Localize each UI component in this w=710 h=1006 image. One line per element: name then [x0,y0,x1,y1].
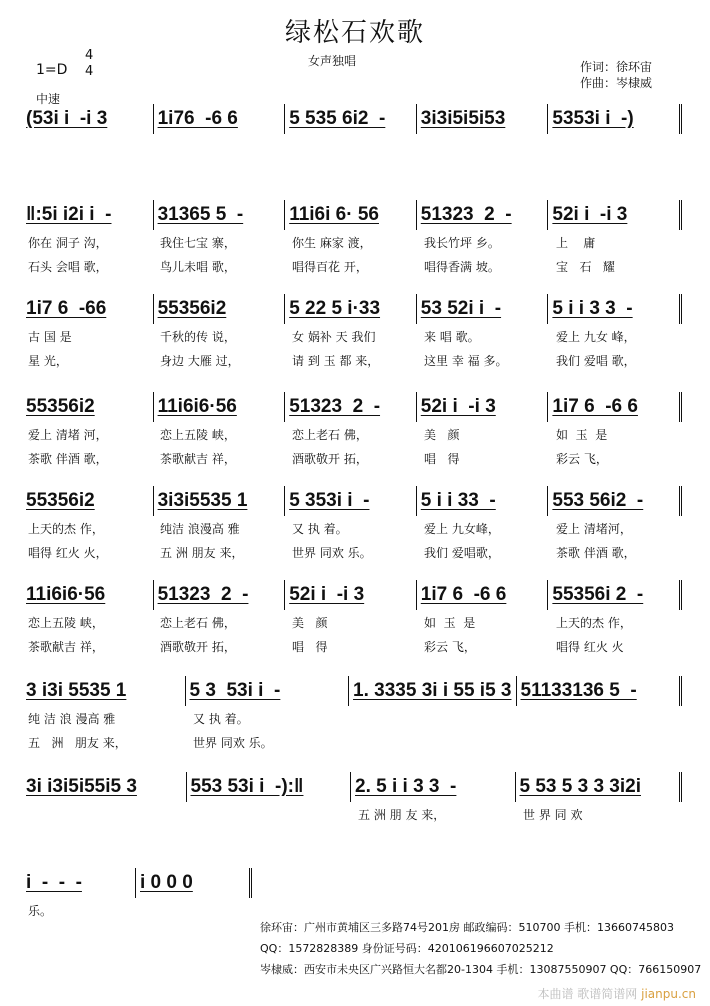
lyric-segment: 我们 爱唱歌， [424,545,500,560]
lyric-segment: 我长竹坪 乡。 [424,235,500,250]
lyric-segment: 五 洲 朋友 来， [28,735,127,750]
measure: 2. 5 i i 3 3 - [351,772,516,802]
measure: 11i6i6·56 [154,392,286,422]
score-system [22,774,682,826]
lyric-segment: 上天的杰 作， [556,615,632,630]
score-system [22,394,682,470]
lyric-segment: 茶歌献吉 祥， [28,639,104,654]
lyric-segment: 恋上五陵 峡， [160,427,236,442]
measure: 5 i i 3 3 - [548,294,682,324]
measure: 3i i3i5i55i5 3 [22,772,187,802]
measure: 51323 2 - [154,580,286,610]
measure: 5 353i i - [285,486,417,516]
lyric-segment: 茶歌 伴酒 歌， [28,451,108,466]
lyric-segment: 鸟儿未唱 歌， [160,259,236,274]
lyric-line [22,540,682,564]
measure: 3i3i5535 1 [154,486,286,516]
lyric-segment: 唱 得 [292,639,328,654]
notes-row [22,394,682,422]
notes-row [22,774,682,802]
lyric-segment: 如 玉 是 [556,427,608,442]
measure: i 0 0 0 [136,868,252,898]
lyric-segment: 你生 麻家 渡， [292,235,372,250]
footer-line: 徐环宙：广州市黄埔区三多路74号201房 邮政编码：510700 手机：13660745803 [260,921,674,934]
watermark [537,985,696,1002]
lyric-line [22,634,682,658]
measure: 1i7 6 -66 [22,294,154,324]
measure: 11i6i 6· 56 [285,200,417,230]
time-signature [85,48,93,80]
measure: 51323 2 - [285,392,417,422]
notes-row [22,106,682,134]
score-system [22,106,682,134]
measure: 53 52i i - [417,294,549,324]
tempo-marking: 中速 [36,92,61,106]
score-system [22,488,682,564]
lyric-segment: 唱 得 [424,451,460,466]
lyric-segment: 来 唱 歌。 [424,329,480,344]
measure: 3 i3i 5535 1 [22,676,186,706]
lyric-segment: 你在 洞子 沟， [28,235,108,250]
lyric-segment: 古 国 是 [28,329,72,344]
lyric-segment: 又 执 着。 [193,711,249,726]
lyric-segment: 酒歌敬开 拓， [292,451,368,466]
lyric-segment: 五 洲 朋 友 来， [358,807,446,822]
score-system [22,202,682,278]
lyric-segment: 唱得 红火 火 [556,639,624,654]
lyric-segment: 纯洁 浪漫高 雅 [160,521,240,536]
lyricist: 作词：徐环宙 [580,60,653,74]
lyric-line [22,230,682,254]
lyric-segment: 彩云 飞， [556,451,608,466]
lyric-segment: 酒歌敬开 拓， [160,639,236,654]
lyric-segment: 恋上老石 佛， [292,427,368,442]
measure: 3i3i5i5i53 [417,104,549,134]
measure: 5 i i 33 - [417,486,549,516]
lyric-segment: 唱得香满 坡。 [424,259,500,274]
lyric-segment: 世 界 同 欢 [523,807,583,822]
measure: 55356i 2 - [548,580,682,610]
lyric-segment: 爱上 九女峰， [424,521,500,536]
composer: 作曲：岑棣威 [580,76,653,90]
measure: 51133136 5 - [517,676,683,706]
watermark-site: jianpu.cn [641,987,696,1001]
notes-row [22,488,682,516]
measure: 1i76 -6 6 [154,104,286,134]
lyric-segment: 美 颜 [292,615,328,630]
footer-line: QQ：1572828389 身份证号码：420106196607025212 [260,942,554,955]
measure: 55356i2 [154,294,286,324]
measure: 553 53i i -):‖ [187,772,352,802]
measure: 5 3 53i i - [186,676,350,706]
lyric-segment: 恋上五陵 峡， [28,615,104,630]
notes-row [22,870,252,898]
lyric-segment: 宝 石 耀 [556,259,615,274]
measure: (53i i -i 3 [22,104,154,134]
score-system [22,870,252,922]
measure: 52i i -i 3 [548,200,682,230]
lyric-segment: 星 光， [28,353,68,368]
lyric-segment: 又 执 着。 [292,521,348,536]
song-title: 绿松石欢歌 [284,18,425,48]
notes-row [22,296,682,324]
lyric-segment: 石头 会唱 歌， [28,259,108,274]
lyric-line [22,706,682,730]
lyric-line [22,324,682,348]
key-signature: 1=D [36,62,68,78]
notes-row [22,202,682,230]
lyric-segment: 上 庸 [556,235,596,250]
measure: 5 53 5 3 3 3i2i [516,772,683,802]
lyric-line [22,446,682,470]
measure: 31365 5 - [154,200,286,230]
measure: 52i i -i 3 [285,580,417,610]
lyric-segment: 彩云 飞， [424,639,476,654]
lyric-segment: 这里 幸 福 多。 [424,353,508,368]
lyric-segment: 我住七宝 寨， [160,235,236,250]
lyric-segment: 爱上 九女 峰， [556,329,636,344]
score-system [22,296,682,372]
measure: 553 56i2 - [548,486,682,516]
lyric-segment: 纯 洁 浪 漫高 雅 [28,711,116,726]
measure: 1. 3335 3i i 55 i5 3 [349,676,516,706]
score-system [22,678,682,754]
time-bottom: 4 [85,64,94,79]
lyric-line [22,254,682,278]
measure: 1i7 6 -6 6 [417,580,549,610]
lyric-line [22,802,682,826]
watermark-text: 本曲谱 歌谱简谱网 [537,987,638,1001]
measure: 5353i i -) [548,104,682,134]
measure: 52i i -i 3 [417,392,549,422]
lyric-line [22,898,252,922]
measure: 1i7 6 -6 6 [548,392,682,422]
lyric-segment: 茶歌献吉 祥， [160,451,236,466]
measure: 11i6i6·56 [22,580,154,610]
lyric-segment: 爱上 清堵河， [556,521,632,536]
lyric-segment: 五 洲 朋友 来， [160,545,244,560]
lyric-segment: 世界 同欢 乐。 [292,545,372,560]
time-top: 4 [85,48,94,63]
lyric-segment: 茶歌 伴酒 歌， [556,545,636,560]
lyric-segment: 上天的杰 作， [28,521,104,536]
lyric-segment: 乐。 [28,903,53,918]
lyric-segment: 如 玉 是 [424,615,476,630]
score-system [22,582,682,658]
lyric-segment: 唱得 红火 火， [28,545,108,560]
measure: 5 535 6i2 - [285,104,417,134]
lyric-segment: 恋上老石 佛， [160,615,236,630]
lyric-line [22,730,682,754]
lyric-segment: 我们 爱唱 歌， [556,353,636,368]
measure: 5 22 5 i·33 [285,294,417,324]
notes-row [22,678,682,706]
lyric-segment: 请 到 玉 都 来， [292,353,380,368]
measure: 55356i2 [22,392,154,422]
measure: 55356i2 [22,486,154,516]
lyric-segment: 千秋的传 说， [160,329,236,344]
notes-row [22,582,682,610]
lyric-segment: 唱得百花 开， [292,259,368,274]
lyric-segment: 爱上 清堵 河， [28,427,108,442]
measure: 51323 2 - [417,200,549,230]
lyric-segment: 美 颜 [424,427,460,442]
footer-line: 岑棣威：西安市未央区广兴路恒大名都20-1304 手机：13087550907 QQ：766150907 [260,963,702,976]
lyric-segment: 女 娲补 天 我们 [292,329,376,344]
measure: ‖:5i i2i i - [22,200,154,230]
lyric-line [22,422,682,446]
lyric-segment: 世界 同欢 乐。 [193,735,273,750]
performance-type: 女声独唱 [308,54,357,68]
lyric-segment: 身边 大雁 过， [160,353,240,368]
lyric-line [22,610,682,634]
lyric-line [22,348,682,372]
lyric-line [22,516,682,540]
measure: i - - - [22,868,136,898]
